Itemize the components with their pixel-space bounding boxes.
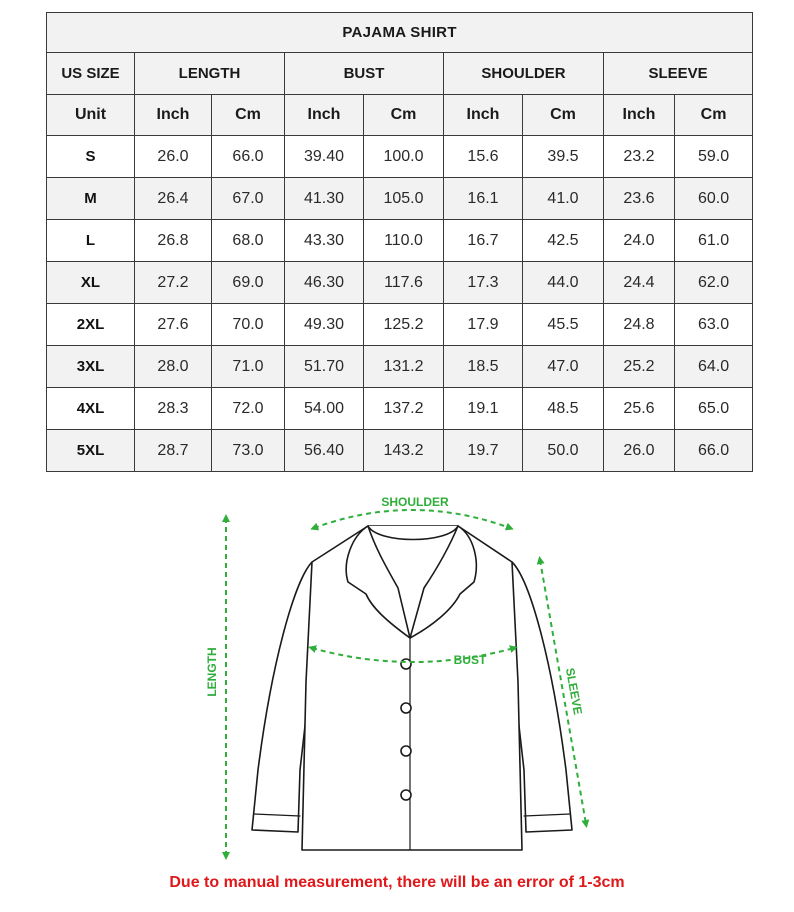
unit-label: Cm xyxy=(212,95,285,136)
measurement-cell: 110.0 xyxy=(364,220,444,262)
measurement-cell: 54.00 xyxy=(285,388,364,430)
measurement-cell: 25.6 xyxy=(604,388,675,430)
measurement-cell: 28.3 xyxy=(135,388,212,430)
table-row xyxy=(47,388,753,430)
measurement-cell: 45.5 xyxy=(523,304,604,346)
measurement-cell: 26.8 xyxy=(135,220,212,262)
measurement-cell: 47.0 xyxy=(523,346,604,388)
measurement-cell: 28.0 xyxy=(135,346,212,388)
table-row xyxy=(47,262,753,304)
measurement-cell: 50.0 xyxy=(523,430,604,472)
measurement-cell: 42.5 xyxy=(523,220,604,262)
measurement-cell: 68.0 xyxy=(212,220,285,262)
measurement-cell: 62.0 xyxy=(675,262,753,304)
measurement-cell: 137.2 xyxy=(364,388,444,430)
measurement-cell: 44.0 xyxy=(523,262,604,304)
unit-label: Cm xyxy=(364,95,444,136)
shoulder-label: SHOULDER xyxy=(381,495,449,509)
shirt-illustration xyxy=(252,526,572,850)
measurement-cell: 67.0 xyxy=(212,178,285,220)
table-row xyxy=(47,304,753,346)
table-row xyxy=(47,346,753,388)
measurement-cell: 46.30 xyxy=(285,262,364,304)
measurement-cell: 24.0 xyxy=(604,220,675,262)
unit-label: Cm xyxy=(675,95,753,136)
measurement-cell: 26.0 xyxy=(604,430,675,472)
measurement-cell: 43.30 xyxy=(285,220,364,262)
size-cell: L xyxy=(47,220,135,262)
table-row xyxy=(47,430,753,472)
size-cell: M xyxy=(47,178,135,220)
measurement-cell: 48.5 xyxy=(523,388,604,430)
table-row xyxy=(47,220,753,262)
measurement-cell: 117.6 xyxy=(364,262,444,304)
sleeve-label: SLEEVE xyxy=(562,666,585,716)
measurement-cell: 39.40 xyxy=(285,136,364,178)
measurement-cell: 17.3 xyxy=(444,262,523,304)
measurement-cell: 63.0 xyxy=(675,304,753,346)
measurement-cell: 28.7 xyxy=(135,430,212,472)
shoulder-header: SHOULDER xyxy=(444,53,604,95)
measurement-cell: 23.2 xyxy=(604,136,675,178)
bust-header: BUST xyxy=(285,53,444,95)
measurement-cell: 24.8 xyxy=(604,304,675,346)
measurement-error-note: Due to manual measurement, there will be an error of 1-3cm xyxy=(169,874,625,891)
length-header: LENGTH xyxy=(135,53,285,95)
measurement-cell: 65.0 xyxy=(675,388,753,430)
size-cell: XL xyxy=(47,262,135,304)
unit-label: Inch xyxy=(444,95,523,136)
unit-label: Inch xyxy=(135,95,212,136)
size-chart-table xyxy=(46,12,753,472)
size-cell: S xyxy=(47,136,135,178)
table-row xyxy=(47,178,753,220)
bust-label: BUST xyxy=(453,653,487,667)
size-cell: 3XL xyxy=(47,346,135,388)
unit-label: Inch xyxy=(285,95,364,136)
size-cell: 5XL xyxy=(47,430,135,472)
measurement-cell: 41.30 xyxy=(285,178,364,220)
measurement-cell: 41.0 xyxy=(523,178,604,220)
measurement-cell: 70.0 xyxy=(212,304,285,346)
unit-label: Inch xyxy=(604,95,675,136)
measurement-cell: 69.0 xyxy=(212,262,285,304)
measurement-cell: 27.6 xyxy=(135,304,212,346)
sleeve-header: SLEEVE xyxy=(604,53,753,95)
measurement-cell: 60.0 xyxy=(675,178,753,220)
measurement-cell: 56.40 xyxy=(285,430,364,472)
measurement-cell: 131.2 xyxy=(364,346,444,388)
unit-header: Unit xyxy=(47,95,135,136)
measurement-cell: 66.0 xyxy=(212,136,285,178)
table-title: PAJAMA SHIRT xyxy=(47,13,753,53)
measurement-cell: 26.0 xyxy=(135,136,212,178)
unit-label: Cm xyxy=(523,95,604,136)
measurement-cell: 73.0 xyxy=(212,430,285,472)
measurement-cell: 19.7 xyxy=(444,430,523,472)
measurement-cell: 24.4 xyxy=(604,262,675,304)
shirt-measurement-diagram xyxy=(0,470,794,870)
size-cell: 2XL xyxy=(47,304,135,346)
size-header: US SIZE xyxy=(47,53,135,95)
size-cell: 4XL xyxy=(47,388,135,430)
measurement-cell: 25.2 xyxy=(604,346,675,388)
measurement-cell: 72.0 xyxy=(212,388,285,430)
measurement-cell: 64.0 xyxy=(675,346,753,388)
measurement-cell: 16.7 xyxy=(444,220,523,262)
measurement-cell: 125.2 xyxy=(364,304,444,346)
measurement-cell: 71.0 xyxy=(212,346,285,388)
measurement-cell: 19.1 xyxy=(444,388,523,430)
measurement-cell: 49.30 xyxy=(285,304,364,346)
measurement-cell: 39.5 xyxy=(523,136,604,178)
measurement-cell: 26.4 xyxy=(135,178,212,220)
measurement-cell: 16.1 xyxy=(444,178,523,220)
measurement-cell: 61.0 xyxy=(675,220,753,262)
length-label: LENGTH xyxy=(205,647,219,697)
measurement-cell: 27.2 xyxy=(135,262,212,304)
measurement-cell: 143.2 xyxy=(364,430,444,472)
table-row xyxy=(47,136,753,178)
measurement-cell: 100.0 xyxy=(364,136,444,178)
measurement-cell: 51.70 xyxy=(285,346,364,388)
measurement-cell: 18.5 xyxy=(444,346,523,388)
measurement-cell: 59.0 xyxy=(675,136,753,178)
measurement-cell: 105.0 xyxy=(364,178,444,220)
measurement-cell: 23.6 xyxy=(604,178,675,220)
measurement-cell: 17.9 xyxy=(444,304,523,346)
measurement-cell: 15.6 xyxy=(444,136,523,178)
measurement-cell: 66.0 xyxy=(675,430,753,472)
